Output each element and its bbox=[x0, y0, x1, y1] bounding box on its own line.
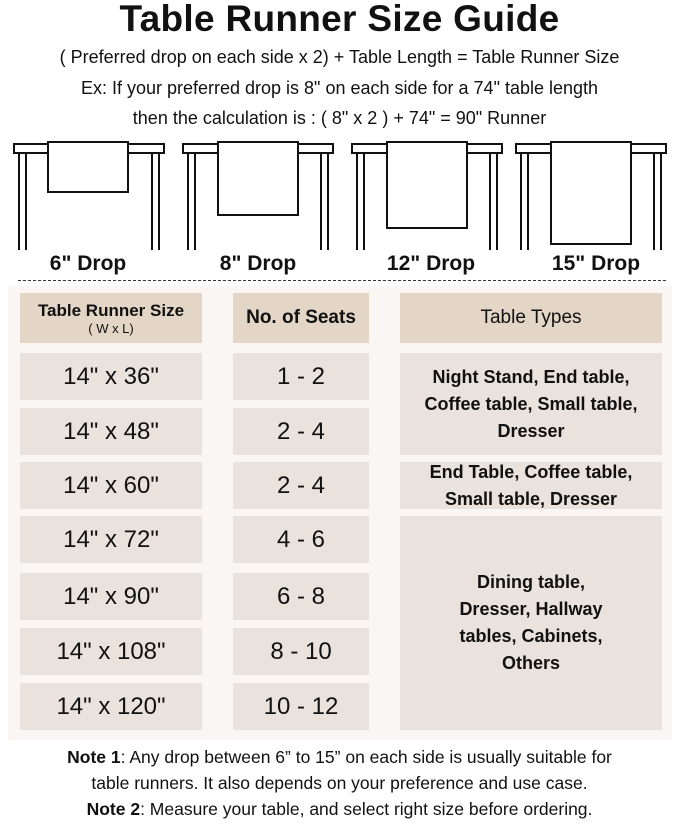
seats-cell: 4 - 6 bbox=[233, 516, 369, 563]
note1-label: Note 1 bbox=[67, 747, 121, 767]
seats-cell: 1 - 2 bbox=[233, 353, 369, 400]
seats-cell: 6 - 8 bbox=[233, 573, 369, 620]
runner-drop bbox=[387, 142, 467, 228]
table-leg bbox=[152, 152, 159, 250]
size-cell: 14" x 120" bbox=[20, 683, 202, 730]
table-leg bbox=[521, 152, 528, 250]
example-line-2: then the calculation is : ( 8" x 2 ) + 74" = 90" Runner bbox=[132, 108, 547, 128]
runner-drop bbox=[218, 142, 298, 215]
table-leg bbox=[321, 152, 328, 250]
formula-text: ( Preferred drop on each side x 2) + Table Length = Table Runner Size bbox=[59, 47, 620, 67]
note2-label: Note 2 bbox=[86, 799, 141, 819]
size-cell: 14" x 108" bbox=[20, 628, 202, 675]
drop-illustrations bbox=[0, 130, 679, 250]
divider bbox=[18, 280, 666, 281]
note1-text-2: table runners. It also depends on your preference and use case. bbox=[91, 773, 588, 793]
note2-text: : Measure your table, and select right size before ordering. bbox=[140, 799, 593, 819]
drop-label-6: 6" Drop bbox=[49, 252, 127, 275]
size-cell: 14" x 60" bbox=[20, 462, 202, 509]
size-cell: 14" x 36" bbox=[20, 353, 202, 400]
drop-label-8: 8" Drop bbox=[219, 252, 297, 275]
header-size bbox=[20, 293, 202, 343]
types-cell-medium: End Table, Coffee table, Small table, Dresser bbox=[400, 462, 662, 509]
header-seats: No. of Seats bbox=[233, 293, 369, 343]
table-leg bbox=[19, 152, 26, 250]
header-types: Table Types bbox=[400, 293, 662, 343]
header-size-label: Table Runner Size bbox=[37, 300, 185, 320]
runner-drop bbox=[551, 142, 631, 244]
seats-cell: 2 - 4 bbox=[233, 462, 369, 509]
example-line-1: Ex: If your preferred drop is 8" on each side for a 74" table length bbox=[80, 78, 599, 98]
drop-label-15: 15" Drop bbox=[551, 252, 641, 275]
size-cell: 14" x 48" bbox=[20, 408, 202, 455]
note1-text: : Any drop between 6” to 15” on each side is usually suitable for bbox=[120, 747, 612, 767]
types-cell-large: Dining table, Dresser, Hallway tables, Cabinets, Others bbox=[400, 516, 662, 730]
runner-drop bbox=[48, 142, 128, 192]
size-cell: 14" x 72" bbox=[20, 516, 202, 563]
header-size-sub: ( W x L) bbox=[88, 320, 134, 336]
table-leg bbox=[188, 152, 195, 250]
size-cell: 14" x 90" bbox=[20, 573, 202, 620]
notes bbox=[0, 744, 679, 822]
seats-cell: 10 - 12 bbox=[233, 683, 369, 730]
drop-label-12: 12" Drop bbox=[386, 252, 476, 275]
table-leg bbox=[490, 152, 497, 250]
seats-cell: 2 - 4 bbox=[233, 408, 369, 455]
page-title: Table Runner Size Guide bbox=[119, 0, 560, 39]
table-leg bbox=[357, 152, 364, 250]
seats-cell: 8 - 10 bbox=[233, 628, 369, 675]
types-cell-small: Night Stand, End table, Coffee table, Small table, Dresser bbox=[400, 353, 662, 455]
table-leg bbox=[654, 152, 661, 250]
